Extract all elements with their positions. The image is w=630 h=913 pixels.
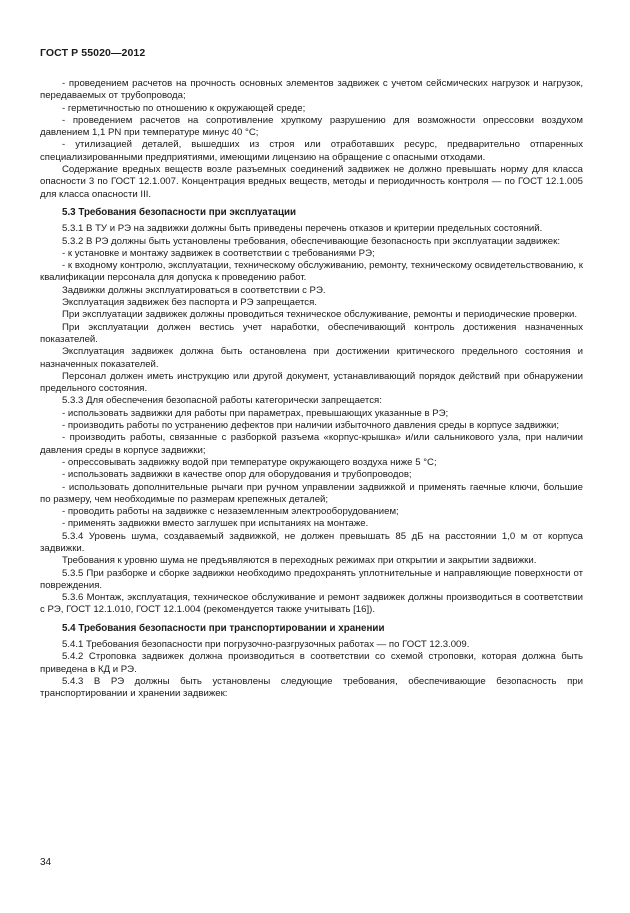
- paragraph: Эксплуатация задвижек должна быть остановлена при достижении критического предельного состояния и назначенных показателей.: [40, 346, 583, 370]
- paragraph: - применять задвижки вместо заглушек при испытаниях на монтаже.: [62, 518, 369, 530]
- paragraph: - утилизацией деталей, вышедших из строя или отработавших ресурс, предварительно отпаренных специализированными предприятиями, имеющими лицензию на обращение с опасными отходами.: [40, 139, 583, 163]
- paragraph: - к установке и монтажу задвижек в соответствии с требованиями РЭ;: [62, 247, 375, 259]
- paragraph: - к входному контролю, эксплуатации, техническому обслуживанию, ремонту, техническому освидетельствованию, к квалификации персонала для допуска к проведению работ.: [40, 260, 583, 284]
- paragraph: Требования к уровню шума не предъявляются в переходных режимах при открытии и закрытии задвижки.: [62, 555, 537, 567]
- paragraph: - проведением расчетов на сопротивление хрупкому разрушению для возможности опрессовки воздухом давлением 1,1 PN при температуре минус 40 °C;: [40, 114, 583, 139]
- paragraph: Персонал должен иметь инструкцию или другой документ, устанавливающий порядок действий при обнаружении предельного состояния.: [40, 370, 583, 395]
- paragraph: - использовать дополнительные рычаги при ручном управлении задвижкой и применять гаечные ключи, большие по размеру, чем необходимые по размерам крепежных деталей;: [40, 481, 583, 505]
- section-heading: 5.4 Требования безопасности при транспортировании и хранении: [62, 622, 385, 634]
- paragraph: - использовать задвижки для работы при параметрах, превышающих указанные в РЭ;: [62, 407, 449, 419]
- paragraph: При эксплуатации задвижек должны проводиться техническое обслуживание, ремонты и периодические проверки.: [62, 309, 578, 321]
- paragraph: При эксплуатации должен вестись учет наработки, обеспечивающий контроль достижения назначенных показателей.: [40, 321, 583, 345]
- paragraph: Эксплуатация задвижек без паспорта и РЭ запрещается.: [62, 297, 317, 309]
- paragraph: Задвижки должны эксплуатироваться в соответствии с РЭ.: [62, 284, 326, 296]
- paragraph: - герметичностью по отношению к окружающей среде;: [62, 102, 306, 114]
- paragraph: - опрессовывать задвижку водой при температуре окружающего воздуха ниже 5 °C;: [62, 456, 437, 468]
- paragraph: Содержание вредных веществ возле разъемных соединений задвижек не должно превышать норму для класса опасности 3 по ГОСТ 12.1.007. Концентрация вредных веществ, методы и периодичность контроля — по ГОСТ 12.1.005 для класса опасности III.: [40, 164, 583, 200]
- paragraph: 5.3.5 При разборке и сборке задвижки необходимо предохранять уплотнительные и направляющие поверхности от повреждения.: [40, 567, 583, 591]
- paragraph: 5.3.4 Уровень шума, создаваемый задвижкой, не должен превышать 85 дБ на расстоянии 1,0 м от корпуса задвижки.: [40, 530, 583, 554]
- paragraph: 5.4.1 Требования безопасности при погрузочно-разгрузочных работах — по ГОСТ 12.3.009.: [62, 639, 470, 651]
- paragraph: - производить работы по устранению дефектов при наличии избыточного давления среды в корпусе задвижки;: [62, 420, 560, 432]
- paragraph: 5.3.3 Для обеспечения безопасной работы категорически запрещается:: [62, 395, 382, 407]
- document-body: [40, 78, 583, 701]
- paragraph: 5.3.6 Монтаж, эксплуатация, техническое обслуживание и ремонт задвижек должны производиться в соответствии с РЭ, ГОСТ 12.1.010, ГОСТ 12.1.004 (рекомендуется также учитывать [16]).: [40, 592, 583, 616]
- paragraph: - использовать задвижки в качестве опор для оборудования и трубопроводов;: [62, 469, 412, 481]
- page-number: 34: [40, 857, 52, 868]
- paragraph: 5.4.2 Строповка задвижек должна производиться в соответствии со схемой строповки, которая должна быть приведена в КД и РЭ.: [40, 651, 583, 675]
- paragraph: 5.4.3 В РЭ должны быть установлены следующие требования, обеспечивающие безопасность при транспортировании и хранении задвижек:: [40, 675, 583, 700]
- paragraph: - производить работы, связанные с разборкой разъема «корпус-крышка» и/или сальникового узла, при наличии давления среды в корпусе задвижки;: [40, 432, 583, 456]
- paragraph: - проводить работы на задвижке с незаземленным электрооборудованием;: [62, 506, 399, 518]
- document-header: ГОСТ Р 55020—2012: [40, 47, 146, 59]
- paragraph: 5.3.1 В ТУ и РЭ на задвижки должны быть приведены перечень отказов и критерии предельных состояний.: [62, 223, 543, 235]
- paragraph: 5.3.2 В РЭ должны быть установлены требования, обеспечивающие безопасность при эксплуатации задвижек:: [62, 235, 560, 247]
- section-heading: 5.3 Требования безопасности при эксплуатации: [62, 206, 297, 218]
- paragraph: - проведением расчетов на прочность основных элементов задвижек с учетом сейсмических нагрузок и нагрузок, передаваемых от трубопровода;: [40, 78, 583, 102]
